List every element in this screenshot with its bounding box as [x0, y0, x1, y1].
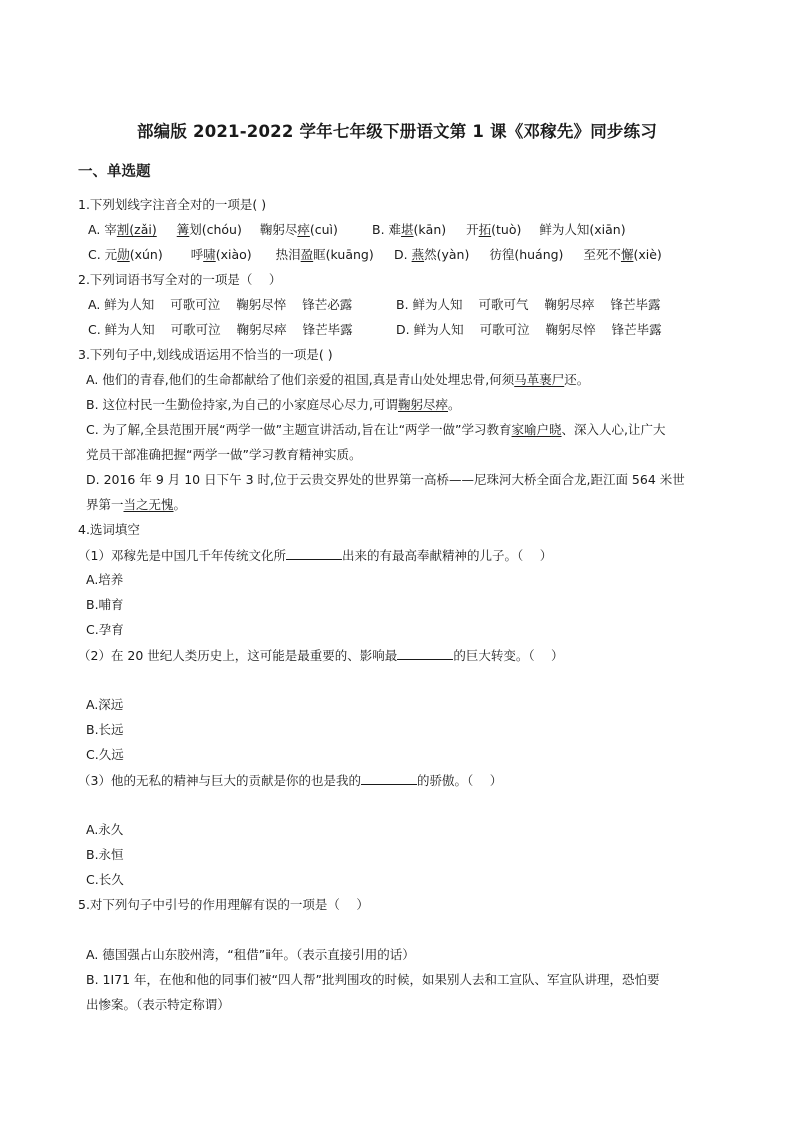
q1-a-text-4: (cuì) [309, 222, 338, 237]
q3-b-text-2: 。 [448, 397, 461, 412]
q2-d-word-4: 锋芒毕露 [611, 322, 662, 337]
q1-d-text: D. [394, 247, 412, 262]
q5-option-a[interactable]: A. 德国强占山东胶州湾，“租借”ⅱ年。（表示直接引用的话） [86, 947, 415, 962]
q3-c-text: C. 为了解,全县范围开展“两学一做”主题宣讲活动,旨在让“两学一做”学习教育 [86, 422, 512, 437]
q2-b-word-2: 可歌可气 [478, 297, 529, 312]
q1-c-underlined-2: 啸 [203, 247, 216, 262]
q3-a-underlined: 马革裹尸 [514, 372, 565, 387]
q1-a-text-3: 鞠躬尽 [259, 222, 298, 237]
q2-c-word-3: 鞠躬尽瘁 [236, 322, 287, 337]
q3-c-underlined: 家喻户晓 [511, 422, 562, 437]
q4-sub-3-option-b[interactable]: B.永恒 [86, 847, 124, 862]
q4-sub-3-option-a[interactable]: A.永久 [86, 822, 124, 837]
q3-d-text-2: 。 [173, 497, 187, 512]
q1-b-text-4: (tuò) [491, 222, 522, 237]
q1-d-text-5: (xiè) [633, 247, 662, 262]
q1-b-underlined-2: 拓 [478, 222, 492, 237]
question-5-stem: 5.对下列句子中引号的作用理解有误的一项是（ ） [78, 897, 369, 912]
q1-c-text-5: 热泪 [275, 247, 301, 262]
q1-c-text-4: (xiào) [215, 247, 252, 262]
q1-c-underlined-3: 盈 [300, 247, 314, 262]
q2-a-word-4: 锋芒必露 [302, 297, 353, 312]
q4-sub-3 [78, 771, 502, 790]
q1-a-underlined-2: 篝 [176, 222, 190, 237]
question-3-stem: 3.下列句子中,划线成语运用不恰当的一项是( ) [78, 347, 333, 362]
q3-a-text: A. 他们的青春,他们的生命都献给了他们亲爱的祖国,真是青山处处埋忠骨,何须 [86, 372, 515, 387]
q4-sub-3-text-2: 的骄傲。（ ） [416, 773, 503, 788]
q4-sub-2-option-c[interactable]: C.久远 [86, 747, 124, 762]
fill-blank[interactable] [397, 646, 453, 660]
q1-a-text-2: 划(chóu) [189, 222, 242, 237]
q2-a-word-1: A. 鲜为人知 [88, 297, 155, 312]
section-heading: 一、单选题 [78, 164, 151, 180]
q1-b-text: B. 难 [372, 222, 402, 237]
q3-option-c[interactable] [86, 421, 666, 439]
q2-c-word-1: C. 鲜为人知 [88, 322, 155, 337]
q1-d-text-3: 彷徨(huáng) [489, 247, 564, 262]
q2-option-c[interactable] [88, 321, 353, 339]
q5-option-b[interactable]: B. 1Ⅰ71 年，在他和他的同事们被“四人帮”批判围攻的时候，如果别人去和工宣队、军宣队讲理，恐怕要 [86, 972, 660, 987]
q1-c-underlined: 勋 [117, 247, 130, 262]
question-4-stem: 4.选词填空 [78, 522, 140, 537]
q2-b-word-3: 鞠躬尽瘁 [544, 297, 595, 312]
q3-c-text-2: 、深入人心,让广大 [561, 422, 666, 437]
q3-option-a[interactable] [86, 371, 589, 389]
q1-a-text: A. 宰 [88, 222, 117, 237]
question-1-stem: 1.下列划线字注音全对的一项是( ) [78, 197, 267, 212]
q3-option-d[interactable]: D. 2016 年 9 月 10 日下午 3 时,位于云贵交界处的世界第一高桥——尼珠河大桥全面合龙,距江面 564 米世 [86, 472, 685, 487]
q2-d-word-3: 鞠躬尽悴 [545, 322, 596, 337]
q1-d-underlined-2: 懈 [620, 247, 634, 262]
q4-sub-2 [78, 646, 564, 665]
fill-blank[interactable] [286, 546, 342, 560]
q2-option-b[interactable] [396, 296, 661, 314]
q1-a-underlined-3: 瘁 [297, 222, 310, 237]
q3-d-text: 界第一 [86, 497, 124, 512]
q4-sub-1-text: （1）邓稼先是中国几千年传统文化所 [78, 548, 286, 563]
q4-sub-2-text-2: 的巨大转变。（ ） [453, 648, 564, 663]
q1-c-text: C. 元 [88, 247, 118, 262]
q2-c-word-4: 锋芒毕露 [302, 322, 353, 337]
q4-sub-2-option-a[interactable]: A.深远 [86, 697, 124, 712]
q2-d-word-2: 可歌可泣 [479, 322, 530, 337]
q1-option-c[interactable] [88, 246, 374, 264]
q4-sub-1-option-b[interactable]: B.哺育 [86, 597, 124, 612]
q3-b-underlined: 鞠躬尽瘁 [397, 397, 448, 412]
q2-b-word-1: B. 鲜为人知 [396, 297, 463, 312]
question-2-stem: 2.下列词语书写全对的一项是（ ） [78, 272, 282, 287]
q1-b-text-3: 开 [466, 222, 479, 237]
q1-d-text-2: 然(yàn) [424, 247, 470, 262]
q4-sub-3-option-c[interactable]: C.长久 [86, 872, 124, 887]
fill-blank[interactable] [361, 771, 417, 785]
q2-option-d[interactable] [396, 321, 662, 339]
q2-b-word-4: 锋芒毕露 [610, 297, 661, 312]
q2-option-a[interactable] [88, 296, 352, 314]
q3-d-underlined: 当之无愧 [123, 497, 174, 512]
q1-d-text-4: 至死不 [583, 247, 621, 262]
q1-c-text-2: (xún) [129, 247, 163, 262]
q4-sub-1-option-c[interactable]: C.孕育 [86, 622, 124, 637]
q4-sub-1-option-a[interactable]: A.培养 [86, 572, 124, 587]
q1-a-underlined: 割(zǎi) [116, 222, 157, 237]
q3-a-text-2: 还。 [564, 372, 590, 387]
q3-option-d-continued [86, 496, 186, 514]
q4-sub-1-text-2: 出来的有最高奉献精神的儿子。（ ） [341, 548, 553, 563]
q2-a-word-3: 鞠躬尽悴 [236, 297, 287, 312]
q1-b-text-5: 鲜为人知(xiān) [539, 222, 626, 237]
q2-d-word-1: D. 鲜为人知 [396, 322, 464, 337]
q1-option-d[interactable] [394, 246, 662, 264]
q1-b-text-2: (kān) [413, 222, 447, 237]
q3-option-b[interactable] [86, 396, 461, 414]
q1-option-b[interactable] [372, 221, 626, 239]
q1-b-underlined: 堪 [401, 222, 414, 237]
q5-option-b-continued: 出惨案。（表示特定称谓） [86, 997, 230, 1012]
q4-sub-3-text: （3）他的无私的精神与巨大的贡献是你的也是我的 [78, 773, 361, 788]
q1-c-text-3: 呼 [190, 247, 204, 262]
q3-option-c-continued: 党员干部准确把握“两学一做”学习教育精神实质。 [86, 447, 362, 462]
document-title: 部编版 2021-2022 学年七年级下册语文第 1 课《邓稼先》同步练习 [136, 122, 658, 141]
q1-c-text-6: 眶(kuāng) [313, 247, 374, 262]
q4-sub-2-option-b[interactable]: B.长远 [86, 722, 124, 737]
q2-c-word-2: 可歌可泣 [170, 322, 221, 337]
q2-a-word-2: 可歌可泣 [170, 297, 221, 312]
q4-sub-1 [78, 546, 552, 565]
q1-d-underlined: 燕 [411, 247, 425, 262]
q3-b-text: B. 这位村民一生勤俭持家,为自己的小家庭尽心尽力,可谓 [86, 397, 398, 412]
q1-option-a[interactable] [88, 221, 338, 239]
q4-sub-2-text: （2）在 20 世纪人类历史上，这可能是最重要的、影响最 [78, 648, 398, 663]
